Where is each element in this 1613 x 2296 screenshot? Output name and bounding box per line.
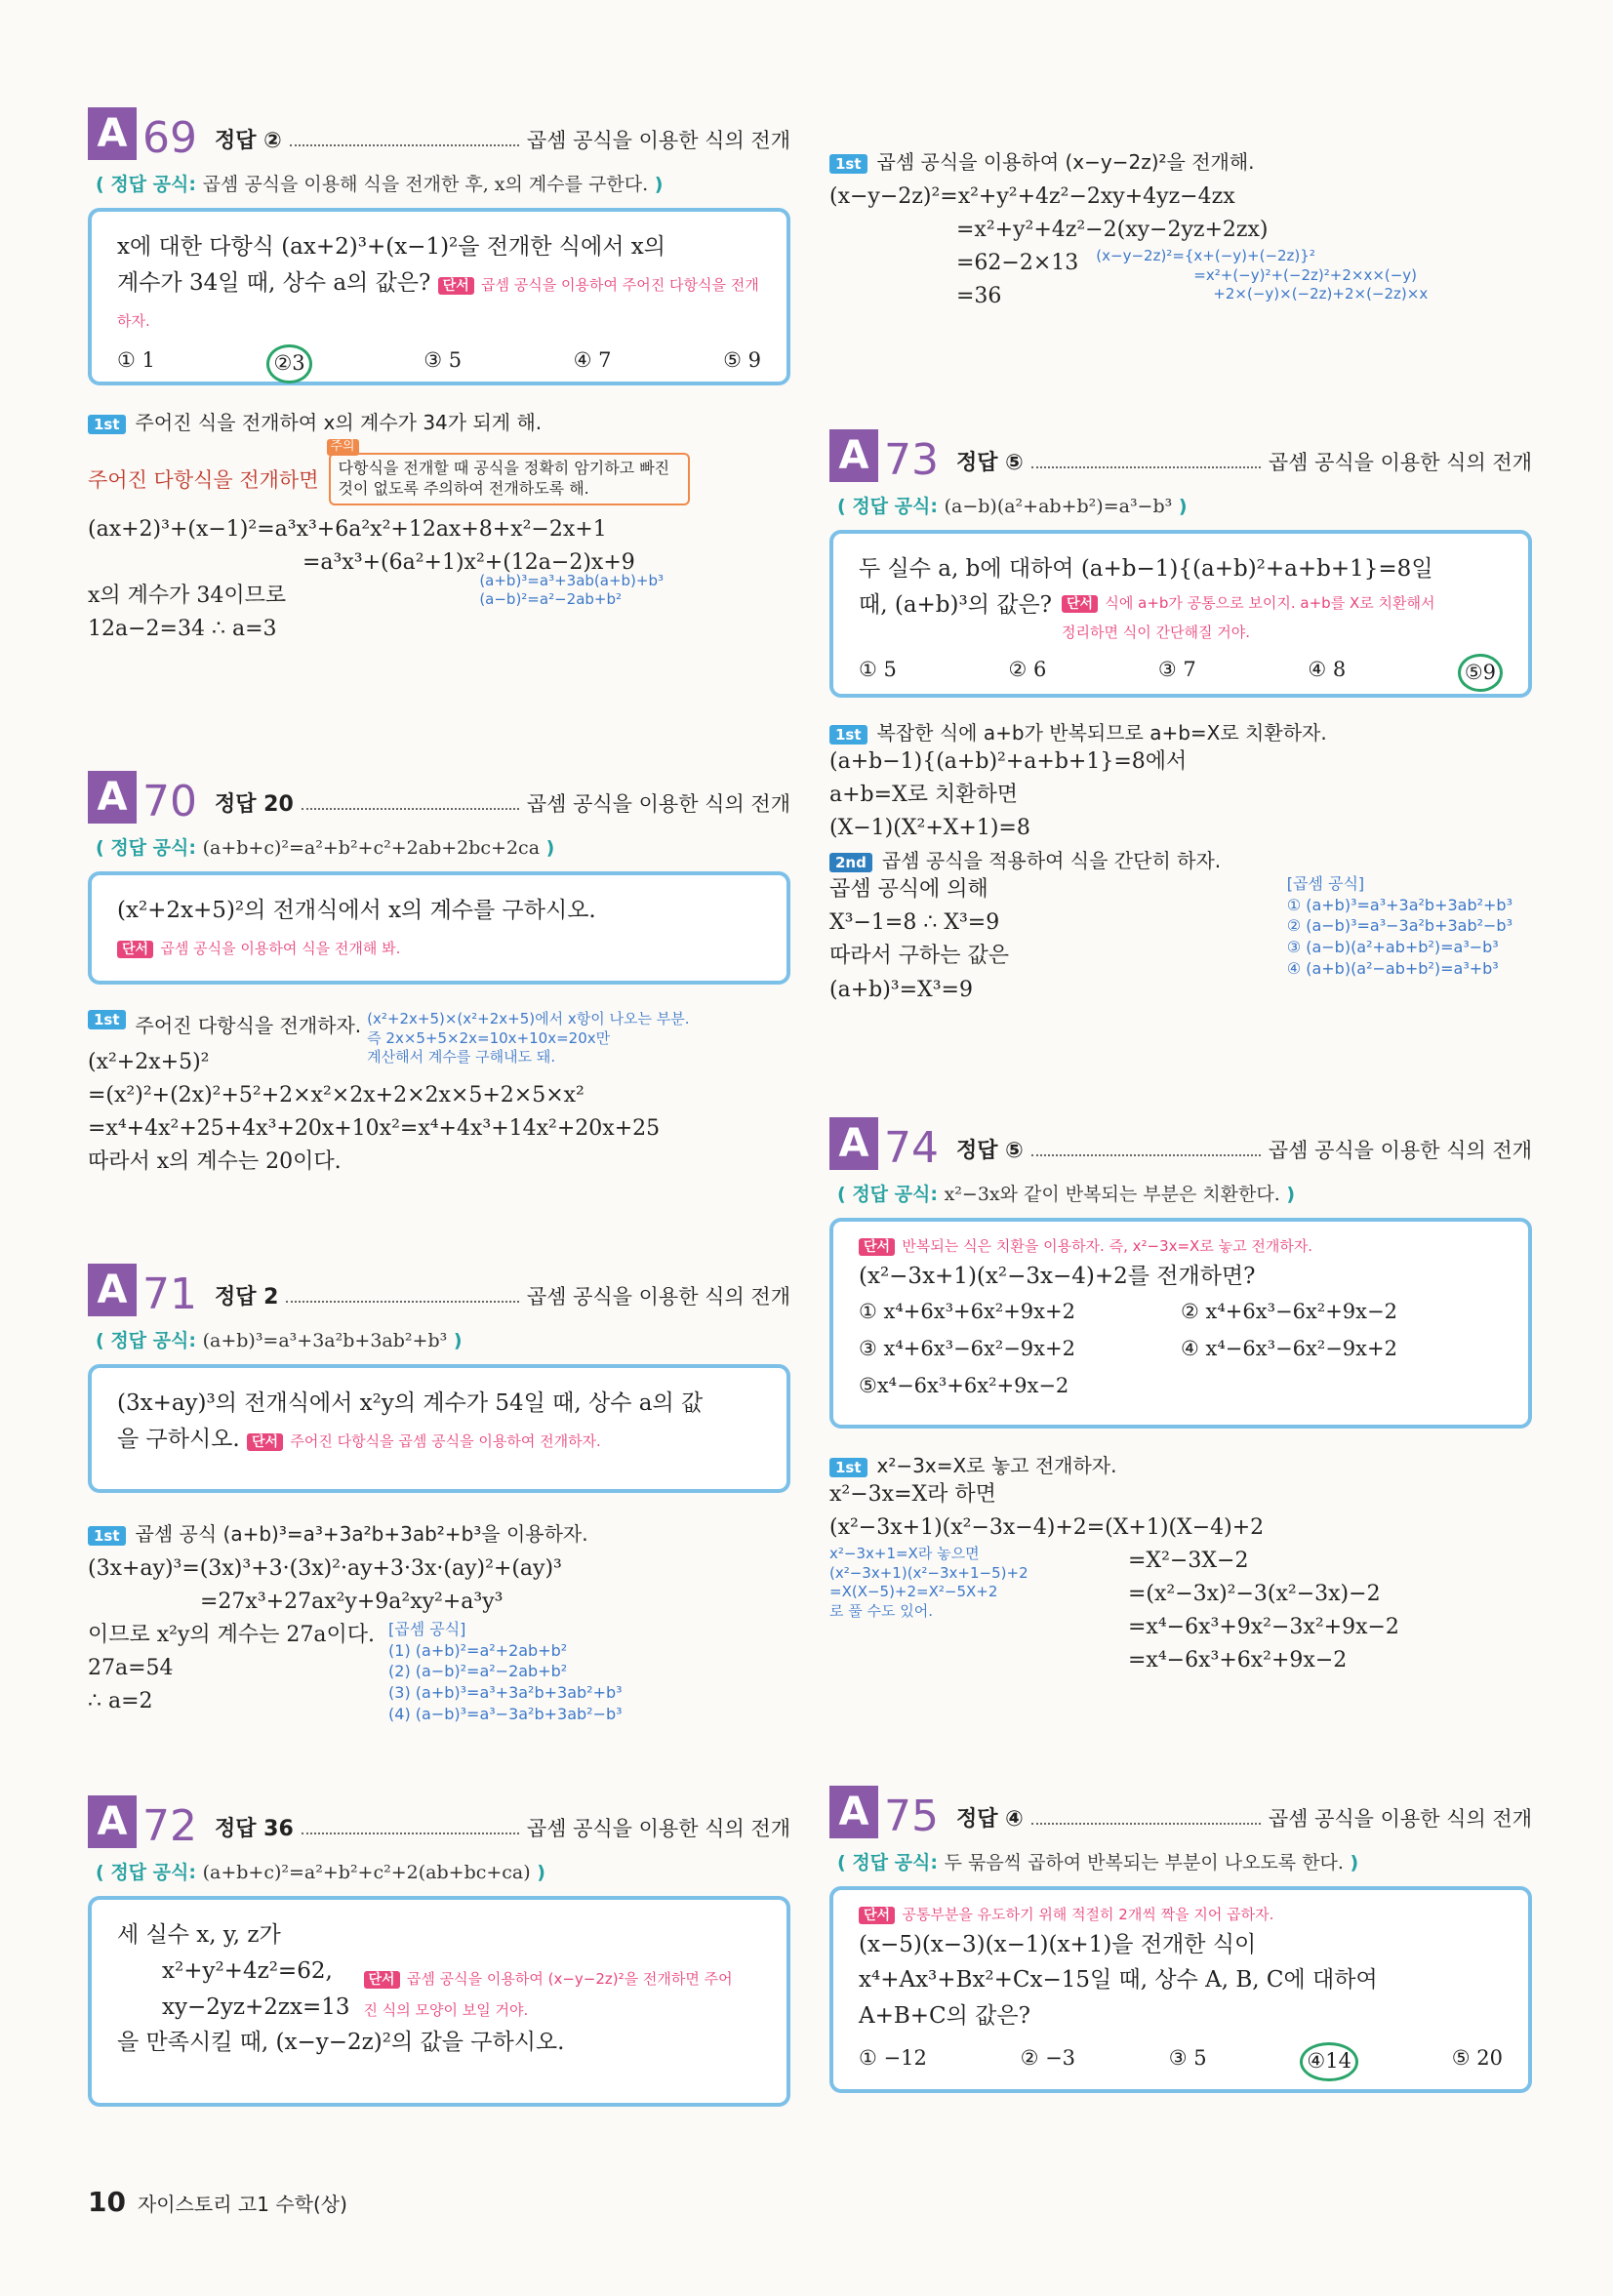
- problem-72-solution: [829, 146, 1532, 313]
- sol-line: =36: [956, 284, 1002, 309]
- solution: [88, 1010, 790, 1179]
- sol-line: =62−2×13: [956, 251, 1079, 276]
- problem-number: 70: [142, 777, 197, 826]
- answer: 정답 ⑤: [956, 451, 1024, 475]
- topic: 곱셈 공식을 이용한 식의 전개: [526, 1817, 790, 1840]
- sol-row: [88, 571, 790, 646]
- hint-text: 반복되는 식은 치환을 이용하자. 즉, x²−3x=X로 놓고 전개하자.: [902, 1237, 1313, 1255]
- formula-text: (a+b+c)²=a²+b²+c²+2(ab+bc+ca): [202, 1862, 531, 1883]
- hint-text: 곱셈 공식을 이용하여 (x−y−2z)²을 전개하면 주어진 식의 모양이 보일 거야.: [363, 1969, 733, 2019]
- choice-5-circled[interactable]: ⑤x⁴−6x³+6x²+9x−2: [859, 1373, 1069, 1397]
- question-text: 계수가 34일 때, 상수 a의 값은?: [117, 269, 431, 296]
- a-label: A: [88, 1264, 137, 1316]
- leader-dots: [1031, 466, 1261, 468]
- list-title: [곱셈 공식]: [1286, 874, 1365, 894]
- formula-label: 정답 공식:: [852, 496, 938, 517]
- step-text: x²−3x=X로 놓고 전개하자.: [876, 1454, 1117, 1477]
- sol-line: =x⁴+4x²+25+4x³+20x+10x²=x⁴+4x³+14x²+20x+25: [88, 1115, 661, 1141]
- step-text: 주어진 식을 전개하여 x의 계수가 34가 되게 해.: [135, 411, 543, 434]
- hint-text: 곱셈 공식을 이용하여 주어진 다항식을 전개하자.: [117, 275, 759, 330]
- question-line: x⁴+Ax³+Bx²+Cx−15일 때, 상수 A, B, C에 대하여: [859, 1967, 1378, 1994]
- sol-line: x의 계수가 34이므로: [88, 583, 287, 608]
- sol-row: [88, 1619, 790, 1724]
- step-text: 곱셈 공식을 적용하여 식을 간단히 하자.: [881, 849, 1222, 873]
- note-line: (x²+2x+5)×(x²+2x+5)에서 x항이 나오는 부분.: [367, 1010, 690, 1027]
- choice-3[interactable]: ③ x⁴+6x³−6x²−9x+2: [859, 1337, 1075, 1361]
- sol-line: =(x²−3x)²−3(x²−3x)−2: [1128, 1582, 1381, 1607]
- step-badge: 1st: [88, 1526, 126, 1546]
- sol-line: =27x³+27ax²y+9a²xy²+a³y³: [200, 1590, 504, 1615]
- step-badge: 1st: [88, 415, 126, 434]
- hint-badge: 단서: [438, 277, 474, 295]
- problem-number: 72: [142, 1801, 197, 1851]
- problem-72: [88, 1786, 790, 2107]
- hint-text: 곱셈 공식을 이용하여 식을 전개해 봐.: [160, 939, 401, 957]
- answer: 정답 ⑤: [956, 1139, 1024, 1163]
- sol-line: =X²−3X−2: [1128, 1549, 1249, 1574]
- sol-line: (a+b−1){(a+b)²+a+b+1}=8에서: [829, 749, 1188, 774]
- choice-2[interactable]: ② −3: [1020, 2045, 1076, 2070]
- question-line: (3x+ay)³의 전개식에서 x²y의 계수가 54일 때, 상수 a의 값: [117, 1390, 704, 1416]
- hint-text: 주어진 다항식을 곱셈 공식을 이용하여 전개하자.: [290, 1431, 601, 1450]
- sol-line: 곱셈 공식에 의해: [829, 877, 988, 903]
- note-line: (a−b)²=a²−2ab+b²: [479, 590, 623, 609]
- answer: 정답 ④: [956, 1807, 1024, 1832]
- topic: 곱셈 공식을 이용한 식의 전개: [1268, 451, 1532, 474]
- sol-row: [829, 247, 1532, 313]
- sol-row: [829, 873, 1532, 1006]
- question-line: A+B+C의 값은?: [859, 2003, 1030, 2030]
- step-badge: 2nd: [829, 853, 872, 872]
- side-note: [829, 1545, 1122, 1677]
- solution: [829, 717, 1532, 1007]
- sol-lines: [829, 1478, 1532, 1678]
- a-label: A: [829, 429, 878, 482]
- step-text: 곱셈 공식을 이용하여 (x−y−2z)²을 전개해.: [876, 150, 1255, 174]
- list-item: ② (a−b)³=a³−3a²b+3ab²−b³: [1286, 916, 1512, 936]
- problem-70: [88, 761, 790, 1179]
- formula-label: 정답 공식:: [110, 1330, 196, 1351]
- hint-badge: 단서: [364, 1971, 400, 1989]
- sol-line: x²−3x=X라 하면: [829, 1482, 996, 1507]
- answer-formula: ( 정답 공식: 두 묶음씩 곱하여 반복되는 부분이 나오도록 한다. ): [837, 1852, 1359, 1873]
- answer-formula: ( 정답 공식: (a+b+c)²=a²+b²+c²+2ab+2bc+2ca ): [96, 837, 555, 859]
- a-label: A: [88, 107, 137, 160]
- problem-number: 74: [884, 1123, 939, 1173]
- question-line: xy−2yz+2zx=13: [162, 1994, 350, 2020]
- leader-dots: [286, 1301, 518, 1303]
- hint-badge: 단서: [117, 941, 153, 958]
- caution-note: [329, 439, 690, 505]
- choice-2[interactable]: ② x⁴+6x³−6x²+9x−2: [1181, 1300, 1397, 1324]
- formula-label: 정답 공식:: [110, 1862, 196, 1883]
- question-box: [88, 871, 790, 985]
- answer-formula: ( 정답 공식: 곱셈 공식을 이용해 식을 전개한 후, x의 계수를 구한다. ): [96, 174, 664, 195]
- sol-line: =a³x³+(6a²+1)x²+(12a−2)x+9: [302, 549, 635, 575]
- question-line: (x−5)(x−3)(x−1)(x+1)을 전개한 식이: [859, 1931, 1257, 1957]
- question-line: [117, 265, 761, 338]
- list-item: (4) (a−b)³=a³−3a²b+3ab²−b³: [388, 1704, 623, 1723]
- choice-2-circled[interactable]: ②3: [266, 344, 311, 383]
- problem-74: [829, 1108, 1532, 1678]
- question-box: [829, 1886, 1532, 2093]
- choice-3[interactable]: ③ 7: [1157, 657, 1196, 681]
- sol-line: =(x²)²+(2x)²+5²+2×x²×2x+2×2x×5+2×5×x²: [88, 1082, 585, 1108]
- choice-4[interactable]: ④ 8: [1308, 657, 1347, 681]
- question-line: 세 실수 x, y, z가: [117, 1922, 281, 1948]
- problem-71: [88, 1254, 790, 1724]
- solution: [88, 1518, 790, 1724]
- answer: 정답 20: [215, 792, 294, 817]
- sol-line: 12a−2=34 ∴ a=3: [88, 616, 277, 641]
- formula-label: 정답 공식:: [852, 1852, 938, 1873]
- step-badge: 1st: [829, 1458, 867, 1477]
- sol-line: =x²+y²+4z²−2(xy−2yz+2zx): [956, 218, 1269, 243]
- sol-line: 이므로 x²y의 계수는 27a이다.: [88, 1623, 376, 1648]
- list-item: (3) (a+b)³=a³+3a²b+3ab²+b³: [388, 1682, 623, 1702]
- list-title: [곱셈 공식]: [388, 1620, 466, 1639]
- choices: [859, 1294, 1503, 1404]
- leader-dots: [1031, 1154, 1261, 1156]
- page-footer: [88, 2186, 347, 2218]
- question-box: [88, 1364, 790, 1493]
- choice-1[interactable]: ① x⁴+6x³+6x²+9x+2: [859, 1300, 1075, 1324]
- problem-header: [829, 1108, 1532, 1173]
- formula-list: [388, 1619, 623, 1724]
- sol-line: (X−1)(X²+X+1)=8: [829, 816, 1030, 841]
- sol-line: ∴ a=2: [88, 1689, 153, 1714]
- sol-line: (x²+2x+5)²: [88, 1049, 210, 1074]
- problem-number: 71: [142, 1269, 197, 1319]
- note-line: =X(X−5)+2=X²−5X+2: [829, 1583, 998, 1601]
- step-badge: 1st: [829, 725, 867, 745]
- topic: 곱셈 공식을 이용한 식의 전개: [526, 129, 790, 152]
- book-title: 자이스토리 고1 수학(상): [137, 2193, 347, 2216]
- note-line: +2×(−y)×(−2z)+2×(−2z)×x: [1213, 285, 1429, 303]
- problem-73: [829, 420, 1532, 1007]
- problem-number: 73: [884, 435, 939, 485]
- hint-text: 공통부분을 유도하기 위해 적절히 2개씩 짝을 지어 곱하자.: [902, 1906, 1274, 1923]
- list-item: ① (a+b)³=a³+3a²b+3ab²+b³: [1286, 895, 1512, 914]
- note-line: 로 풀 수도 있어.: [829, 1601, 934, 1620]
- sol-line: (a+b)³=X³=9: [829, 977, 973, 1002]
- solution: [88, 407, 790, 646]
- sol-lines: [88, 1552, 790, 1724]
- formula-list: [1287, 873, 1512, 1006]
- note-line: (a+b)³=a³+3ab(a+b)+b³: [479, 571, 664, 589]
- topic: 곱셈 공식을 이용한 식의 전개: [526, 1285, 790, 1309]
- caution-label: 주의: [327, 439, 359, 456]
- problem-header: [829, 420, 1532, 485]
- list-item: (1) (a+b)²=a²+2ab+b²: [388, 1640, 568, 1660]
- formula-text: (a+b+c)²=a²+b²+c²+2ab+2bc+2ca: [202, 837, 541, 859]
- sol-lines: [829, 181, 1532, 313]
- a-label: A: [88, 771, 137, 824]
- sol-line: 27a=54: [88, 1656, 174, 1681]
- sol-lines: [829, 873, 1009, 1006]
- choice-1[interactable]: ① −12: [859, 2045, 927, 2070]
- question-text: 때, (a+b)³의 값은?: [859, 591, 1053, 618]
- sol-line: (x−y−2z)²=x²+y²+4z²−2xy+4yz−4zx: [829, 184, 1235, 209]
- formula-label: 정답 공식:: [852, 1184, 938, 1205]
- formula-text: 곱셈 공식을 이용해 식을 전개한 후, x의 계수를 구한다.: [202, 174, 649, 195]
- question-text: 을 구하시오.: [117, 1426, 240, 1452]
- solution: [829, 1450, 1532, 1678]
- problem-header: [829, 1776, 1532, 1841]
- step-badge: 1st: [88, 1010, 126, 1029]
- note-line: 계산해서 계수를 구해내도 돼.: [367, 1048, 556, 1066]
- hint-badge: 단서: [859, 1238, 895, 1256]
- topic: 곱셈 공식을 이용한 식의 전개: [1268, 1807, 1532, 1831]
- leader-dots: [302, 1833, 519, 1834]
- problem-header: [88, 1786, 790, 1851]
- question-line: 두 실수 a, b에 대하여 (a+b−1){(a+b)²+a+b+1}=8일: [859, 556, 1433, 582]
- hint-text: 식에 a+b가 공통으로 보이지. a+b를 X로 치환해서 정리하면 식이 간단해질 거야.: [1062, 593, 1435, 641]
- choice-4[interactable]: ④ x⁴−6x³−6x²−9x+2: [1181, 1337, 1397, 1361]
- choice-5-circled[interactable]: ⑤9: [1458, 654, 1503, 693]
- problem-75: [829, 1776, 1532, 2093]
- formula-text: (a+b)³=a³+3a²b+3ab²+b³: [202, 1330, 448, 1351]
- sol-lines: [829, 745, 1532, 845]
- step-text: 주어진 다항식을 전개하자.: [135, 1014, 362, 1037]
- leader-dots: [290, 144, 519, 146]
- sol-line: (ax+2)³+(x−1)²=a³x³+6a²x²+12ax+8+x²−2x+1: [88, 516, 607, 542]
- side-note: [1096, 247, 1428, 313]
- formula-text: x²−3x와 같이 반복되는 부분은 치환한다.: [944, 1184, 1280, 1205]
- note-line: (x²−3x+1)(x²−3x+1−5)+2: [829, 1563, 1028, 1582]
- choice-1[interactable]: ① 5: [859, 657, 897, 681]
- choice-4-circled[interactable]: ④14: [1300, 2042, 1358, 2081]
- a-label: A: [829, 1786, 878, 1838]
- note-line: 즉 2x×5+5×2x=10x+10x=20x만: [367, 1028, 611, 1047]
- list-item: ④ (a+b)(a²−ab+b²)=a³+b³: [1286, 958, 1499, 978]
- choice-5[interactable]: ⑤ 20: [1451, 2045, 1503, 2070]
- sol-line: (x²−3x+1)(x²−3x−4)+2=(X+1)(X−4)+2: [829, 1515, 1265, 1541]
- answer: 정답 36: [215, 1817, 294, 1841]
- question-box: [88, 208, 790, 385]
- answer-formula: ( 정답 공식: (a+b+c)²=a²+b²+c²+2(ab+bc+ca) ): [96, 1862, 545, 1883]
- formula-label: 정답 공식:: [110, 837, 196, 859]
- question-box: [829, 530, 1532, 698]
- sol-line: 주어진 다항식을 전개하면: [88, 467, 319, 492]
- sol-line: 따라서 x의 계수는 20이다.: [88, 1148, 342, 1174]
- choice-4[interactable]: ④ 7: [573, 348, 612, 373]
- choice-3[interactable]: ③ 5: [1168, 2045, 1207, 2070]
- answer-formula: ( 정답 공식: x²−3x와 같이 반복되는 부분은 치환한다. ): [837, 1184, 1296, 1205]
- choice-3[interactable]: ③ 5: [423, 348, 463, 373]
- sol-line: 따라서 구하는 값은: [829, 944, 1010, 969]
- a-label: A: [88, 1795, 137, 1848]
- formula-label: 정답 공식:: [110, 174, 196, 195]
- list-item: (2) (a−b)²=a²−2ab+b²: [388, 1662, 568, 1681]
- a-label: A: [829, 1117, 878, 1170]
- question-box: [829, 1218, 1532, 1429]
- problem-69: [88, 98, 790, 646]
- answer-formula: ( 정답 공식: (a+b)³=a³+3a²b+3ab²+b³ ): [96, 1330, 463, 1351]
- formula-text: 두 묶음씩 곱하여 반복되는 부분이 나오도록 한다.: [944, 1852, 1344, 1873]
- sol-line: X³−1=8 ∴ X³=9: [829, 910, 1000, 936]
- side-note: [367, 1010, 689, 1067]
- sol-row: [88, 439, 790, 505]
- problem-header: [88, 1254, 790, 1319]
- list-item: ③ (a−b)(a²+ab+b²)=a³−b³: [1286, 938, 1499, 957]
- choices: [859, 654, 1503, 693]
- sol-line: (3x+ay)³=(3x)³+3·(3x)²·ay+3·3x·(ay)²+(ay)³: [88, 1556, 562, 1581]
- hint-badge: 단서: [1062, 595, 1098, 613]
- caution-text: 다항식을 전개할 때 공식을 정확히 암기하고 빠진 것이 없도록 주의하여 전개하도록 해.: [338, 459, 670, 498]
- problem-header: [88, 98, 790, 163]
- answer: 정답 2: [215, 1285, 279, 1309]
- step-badge: 1st: [829, 154, 867, 174]
- sol-line: a+b=X로 치환하면: [829, 783, 1018, 808]
- answer: 정답 ②: [215, 129, 282, 153]
- hint-badge: 단서: [859, 1907, 895, 1924]
- choice-2[interactable]: ② 6: [1008, 657, 1047, 681]
- sol-lines: [88, 513, 790, 646]
- sol-line: =x⁴−6x³+6x²+9x−2: [1128, 1648, 1348, 1673]
- formula-text: (a−b)(a²+ab+b²)=a³−b³: [944, 496, 1173, 517]
- question-line: x에 대한 다항식 (ax+2)³+(x−1)²을 전개한 식에서 x의: [117, 234, 665, 260]
- hint-badge: 단서: [247, 1433, 283, 1451]
- step-text: 복잡한 식에 a+b가 반복되므로 a+b=X로 치환하자.: [876, 721, 1327, 745]
- topic: 곱셈 공식을 이용한 식의 전개: [1268, 1139, 1532, 1162]
- sol-line: =x⁴−6x³+9x²−3x²+9x−2: [1128, 1615, 1399, 1640]
- question-line: (x²−3x+1)(x²−3x−4)+2를 전개하면?: [859, 1263, 1256, 1289]
- problem-number: 69: [142, 113, 197, 163]
- choices: [117, 344, 761, 383]
- problem-number: 75: [884, 1792, 939, 1841]
- choices: [859, 2042, 1503, 2081]
- question-line: 을 만족시킬 때, (x−y−2z)²의 값을 구하시오.: [117, 2030, 565, 2056]
- note-line: =x²+(−y)²+(−2z)²+2×x×(−y): [1193, 265, 1418, 284]
- choice-5[interactable]: ⑤ 9: [723, 348, 761, 373]
- topic: 곱셈 공식을 이용한 식의 전개: [526, 792, 790, 816]
- answer-formula: ( 정답 공식: (a−b)(a²+ab+b²)=a³−b³ ): [837, 496, 1188, 517]
- sol-row: [829, 1545, 1532, 1677]
- note-line: x²−3x+1=X라 놓으면: [829, 1545, 980, 1563]
- step-text: 곱셈 공식 (a+b)³=a³+3a²b+3ab²+b³을 이용하자.: [135, 1522, 588, 1546]
- question-row: [117, 1954, 761, 2026]
- question-line: (x²+2x+5)²의 전개식에서 x의 계수를 구하시오.: [117, 898, 596, 923]
- page-number: 10: [88, 2186, 126, 2218]
- question-box: [88, 1896, 790, 2107]
- leader-dots: [302, 808, 519, 810]
- question-line: x²+y²+4z²=62,: [162, 1957, 333, 1984]
- leader-dots: [1031, 1823, 1261, 1825]
- choice-1[interactable]: ① 1: [117, 348, 155, 373]
- note-line: (x−y−2z)²={x+(−y)+(−2z)}²: [1096, 247, 1315, 265]
- side-note: [479, 572, 664, 646]
- problem-header: [88, 761, 790, 824]
